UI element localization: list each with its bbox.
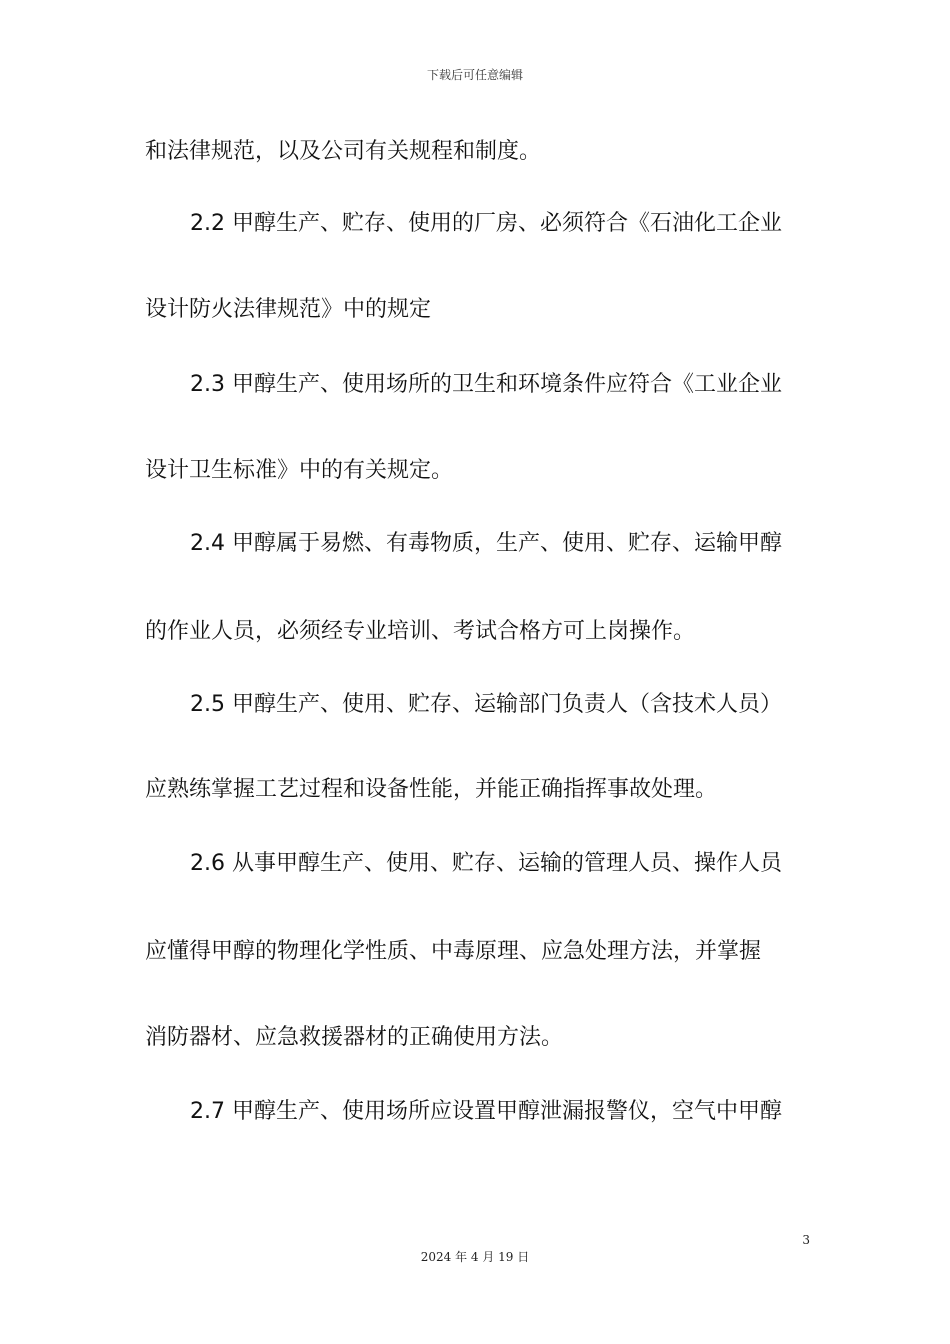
- body-line-6: 2.4 甲醇属于易燃、有毒物质，生产、使用、贮存、运输甲醇: [190, 531, 782, 556]
- body-line-8: 2.5 甲醇生产、使用、贮存、运输部门负责人（含技术人员）: [190, 692, 782, 717]
- footer-date: 2024 年 4 月 19 日: [420, 1250, 530, 1264]
- page-number: 3: [802, 1233, 810, 1247]
- body-line-10: 2.6 从事甲醇生产、使用、贮存、运输的管理人员、操作人员: [190, 851, 782, 876]
- page-header: 下载后可任意编辑: [426, 68, 523, 82]
- body-line-11: 应懂得甲醇的物理化学性质、中毒原理、应急处理方法，并掌握: [145, 939, 762, 964]
- body-line-13: 2.7 甲醇生产、使用场所应设置甲醇泄漏报警仪，空气中甲醇: [190, 1099, 782, 1124]
- body-line-2: 2.2 甲醇生产、贮存、使用的厂房、必须符合《石油化工企业: [190, 211, 782, 236]
- body-line-7: 的作业人员，必须经专业培训、考试合格方可上岗操作。: [145, 619, 696, 644]
- body-line-4: 2.3 甲醇生产、使用场所的卫生和环境条件应符合《工业企业: [190, 372, 782, 397]
- body-line-12: 消防器材、应急救援器材的正确使用方法。: [145, 1025, 564, 1050]
- body-line-1: 和法律规范，以及公司有关规程和制度。: [145, 139, 542, 164]
- body-line-3: 设计防火法律规范》中的规定: [145, 297, 432, 322]
- body-line-5: 设计卫生标准》中的有关规定。: [145, 458, 454, 483]
- body-line-9: 应熟练掌握工艺过程和设备性能，并能正确指挥事故处理。: [145, 777, 718, 802]
